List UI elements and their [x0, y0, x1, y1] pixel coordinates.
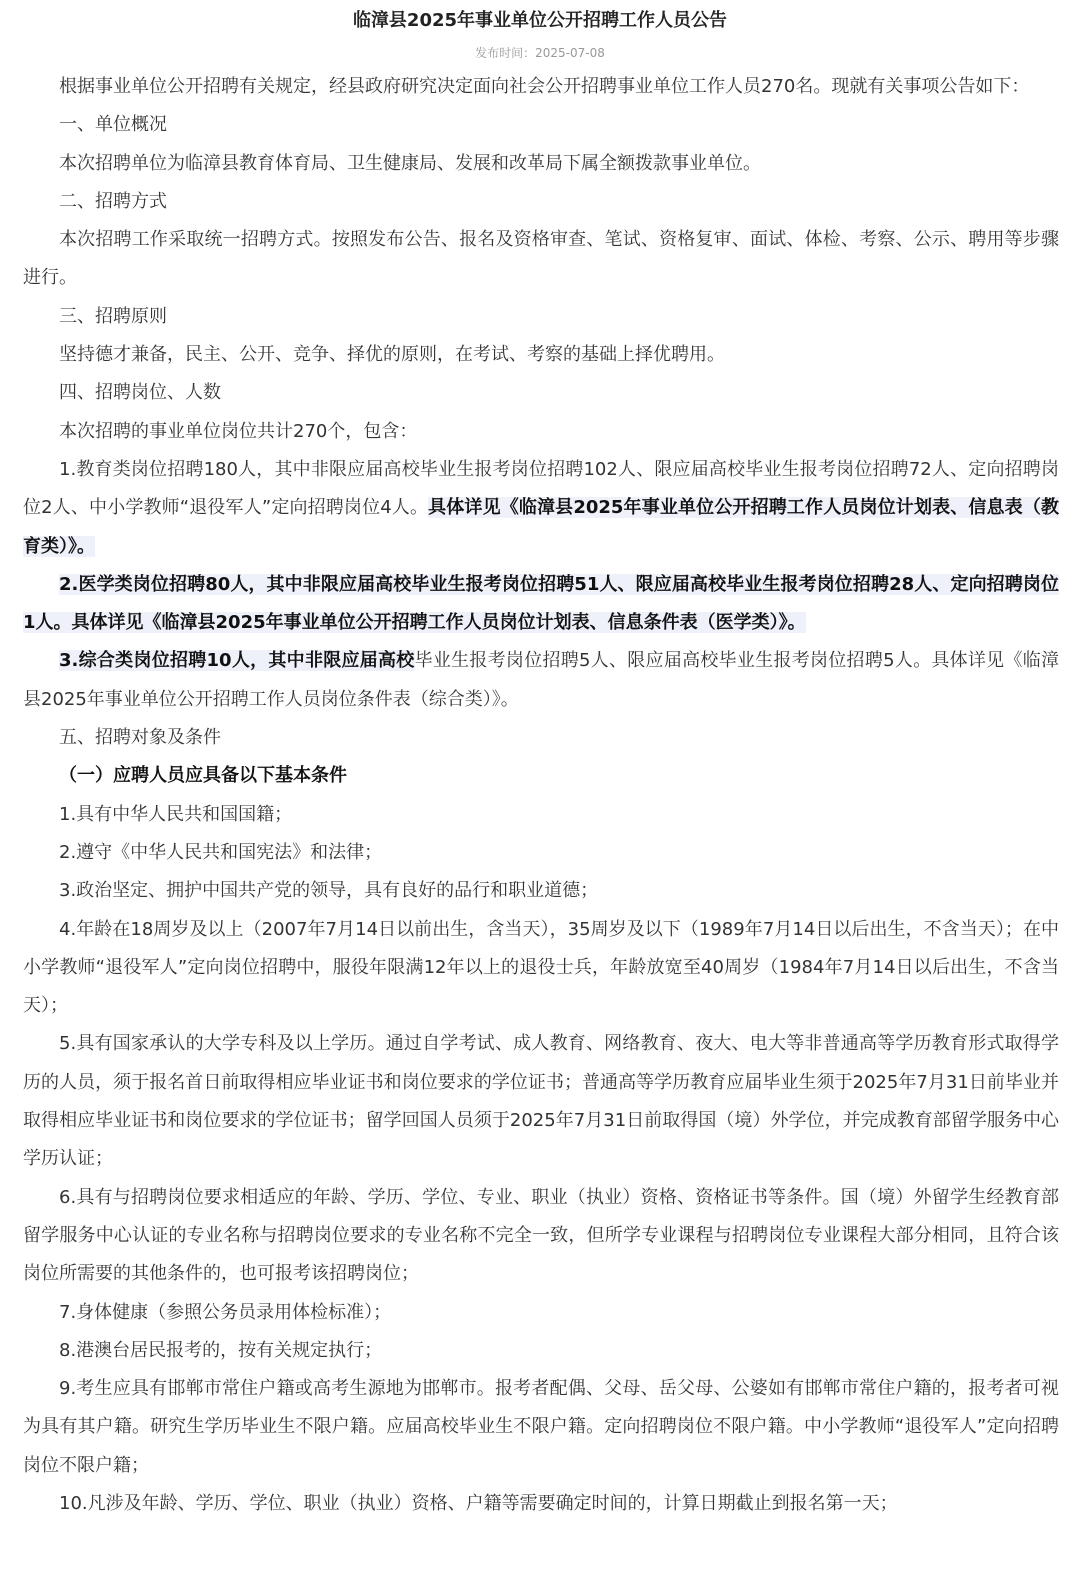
section-4-text: 本次招聘的事业单位岗位共计270个，包含：	[59, 420, 418, 442]
article-title: 临漳县2025年事业单位公开招聘工作人员公告	[352, 10, 728, 31]
general-posts-paragraph	[23, 642, 1059, 719]
article-body	[23, 68, 1059, 1523]
condition-8: 8.港澳台居民报考的，按有关规定执行；	[59, 1339, 383, 1361]
condition-1: 1.具有中华人民共和国国籍；	[59, 803, 293, 825]
education-posts-text: 1.教育类岗位招聘180人，其中非限应届高校毕业生报考岗位招聘102人、限应届高校毕业生报考岗位招聘72人、定向招聘岗位2人、中小学教师“退役军人”定向招聘岗位4人。	[23, 458, 1059, 519]
intro-paragraph: 根据事业单位公开招聘有关规定，经县政府研究决定面向社会公开招聘事业单位工作人员270名。现就有关事项公告如下：	[59, 76, 1030, 97]
condition-5: 5.具有国家承认的大学专科及以上学历。通过自学考试、成人教育、网络教育、夜大、电大等非普通高等学历教育形式取得学历的人员，须于报名首日前取得相应毕业证书和岗位要求的学位证书；普通高等学历教育应届毕业生须于2025年7月31日前毕业并取得相应毕业证书和岗位要求的学位证书；留学回国人员须于2025年7月31日前取得国（境）外学位，并完成教育部留学服务中心学历认证；	[23, 1033, 1059, 1170]
section-4-heading: 四、招聘岗位、人数	[59, 382, 221, 404]
section-1-heading: 一、单位概况	[59, 114, 167, 136]
general-posts-text: 毕业生报考岗位招聘5人、限应届高校毕业生报考岗位招聘5人。具体详见《临漳县2025年事业单位公开招聘工作人员岗位条件表（综合类）》。	[23, 650, 1059, 710]
publish-date: 发布时间：2025-07-08	[475, 46, 605, 60]
section-3-text: 坚持德才兼备，民主、公开、竞争、择优的原则，在考试、考察的基础上择优聘用。	[59, 344, 725, 366]
condition-3: 3.政治坚定、拥护中国共产党的领导，具有良好的品行和职业道德；	[59, 880, 599, 902]
condition-6: 6.具有与招聘岗位要求相适应的年龄、学历、学位、专业、职业（执业）资格、资格证书等条件。国（境）外留学生经教育部留学服务中心认证的专业名称与招聘岗位要求的专业名称不完全一致，但所学专业课程与招聘岗位专业课程大部分相同，且符合该岗位所需要的其他条件的，也可报考该招聘岗位；	[23, 1186, 1059, 1285]
general-posts-highlight: 3.综合类岗位招聘10人，其中非限应届高校	[59, 650, 415, 672]
section-5-subheading: （一）应聘人员应具备以下基本条件	[59, 765, 347, 787]
section-3-heading: 三、招聘原则	[59, 305, 167, 327]
education-posts-highlight: 具体详见《临漳县2025年事业单位公开招聘工作人员岗位计划表、信息表（教育类）》。	[23, 497, 1059, 557]
condition-9: 9.考生应具有邯郸市常住户籍或高考生源地为邯郸市。报考者配偶、父母、岳父母、公婆如有邯郸市常住户籍的，报考者可视为具有其户籍。研究生学历毕业生不限户籍。应届高校毕业生不限户籍。定向招聘岗位不限户籍。中小学教师“退役军人”定向招聘岗位不限户籍；	[23, 1378, 1059, 1476]
medical-posts-paragraph	[23, 566, 1059, 643]
section-2-heading: 二、招聘方式	[59, 190, 167, 212]
condition-2: 2.遵守《中华人民共和国宪法》和法律；	[59, 841, 383, 863]
section-2-text: 本次招聘工作采取统一招聘方式。按照发布公告、报名及资格审查、笔试、资格复审、面试、体检、考察、公示、聘用等步骤进行。	[23, 229, 1059, 289]
section-1-text: 本次招聘单位为临漳县教育体育局、卫生健康局、发展和改革局下属全额拨款事业单位。	[59, 152, 761, 174]
medical-posts-highlight: 2.医学类岗位招聘80人，其中非限应届高校毕业生报考岗位招聘51人、限应届高校毕业生报考岗位招聘28人、定向招聘岗位1人。具体详见《临漳县2025年事业单位公开招聘工作人员岗位计划表、信息条件表（医学类）》。	[23, 573, 1059, 634]
education-posts-paragraph	[23, 451, 1059, 566]
condition-4: 4.年龄在18周岁及以上（2007年7月14日以前出生，含当天），35周岁及以下（1989年7月14日以后出生，不含当天）；在中小学教师“退役军人”定向岗位招聘中，服役年限满12年以上的退役士兵，年龄放宽至40周岁（1984年7月14日以后出生，不含当天）；	[23, 918, 1059, 1017]
condition-7: 7.身体健康（参照公务员录用体检标准）；	[59, 1301, 392, 1323]
condition-10: 10.凡涉及年龄、学历、学位、职业（执业）资格、户籍等需要确定时间的，计算日期截止到报名第一天；	[59, 1492, 898, 1514]
section-5-heading: 五、招聘对象及条件	[59, 727, 221, 749]
